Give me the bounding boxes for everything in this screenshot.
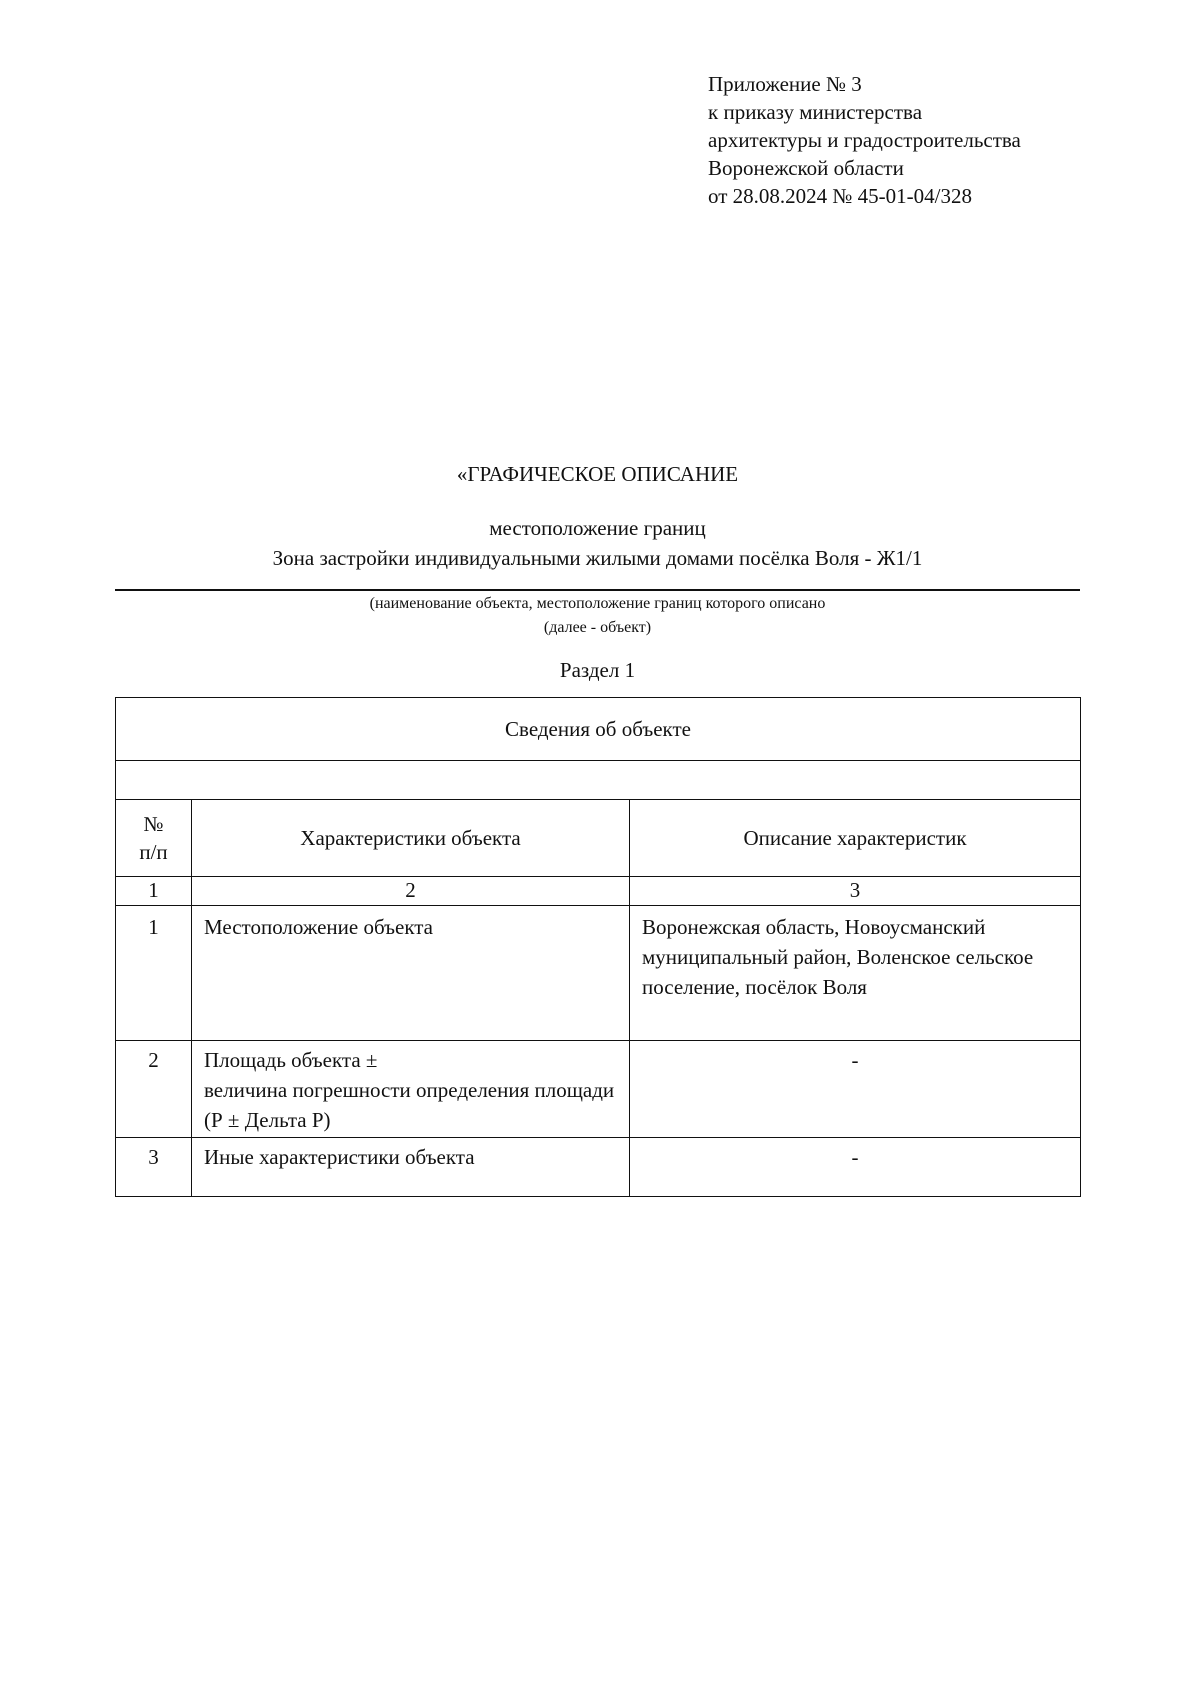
- appendix-line: Приложение № 3: [708, 72, 862, 96]
- object-info-table: [115, 697, 1081, 1197]
- table-caption: Сведения об объекте: [116, 698, 1081, 761]
- object-name: Зона застройки индивидуальными жилыми домами посёлка Воля - Ж1/1: [272, 546, 923, 570]
- section-heading: Раздел 1: [559, 658, 636, 682]
- column-header-characteristics: Характеристики объекта: [192, 800, 630, 877]
- row-characteristic: Местоположение объекта: [192, 906, 630, 1041]
- row-characteristic: [192, 1041, 630, 1138]
- table-caption-row: [116, 698, 1081, 761]
- underline-rule: [115, 589, 1080, 591]
- appendix-block: [708, 70, 1021, 210]
- row-description: -: [630, 1041, 1081, 1138]
- row-number: 1: [116, 906, 192, 1041]
- object-name-note: (наименование объекта, местоположение границ которого описано: [369, 595, 826, 612]
- row-characteristic-line: Площадь объекта ±: [204, 1048, 378, 1072]
- object-name-note-2: (далее - объект): [543, 619, 652, 636]
- column-index: 2: [192, 877, 630, 906]
- row-description: -: [630, 1138, 1081, 1197]
- column-index: 3: [630, 877, 1081, 906]
- table-index-row: [116, 877, 1081, 906]
- table-row: [116, 1041, 1081, 1138]
- row-characteristic-line: величина погрешности определения площади (Р ± Дельта Р): [204, 1078, 615, 1132]
- document-subtitle: местоположение границ: [489, 516, 706, 540]
- table-row: [116, 1138, 1081, 1197]
- row-number: 3: [116, 1138, 192, 1197]
- column-header-number: № п/п: [116, 800, 192, 877]
- row-characteristic: Иные характеристики объекта: [192, 1138, 630, 1197]
- row-description: Воронежская область, Новоусманский муниципальный район, Воленское сельское поселение, посёлок Воля: [630, 906, 1081, 1041]
- document-title: «ГРАФИЧЕСКОЕ ОПИСАНИЕ: [456, 462, 739, 486]
- empty-cell: [116, 761, 1081, 800]
- table-row: [116, 906, 1081, 1041]
- appendix-line: Воронежской области: [708, 156, 904, 180]
- column-index: 1: [116, 877, 192, 906]
- appendix-line: от 28.08.2024 № 45-01-04/328: [708, 184, 973, 208]
- row-number: 2: [116, 1041, 192, 1138]
- column-header-description: Описание характеристик: [630, 800, 1081, 877]
- appendix-line: к приказу министерства: [708, 100, 923, 124]
- appendix-line: архитектуры и градостроительства: [708, 128, 1021, 152]
- table-empty-row: [116, 761, 1081, 800]
- table-header-row: [116, 800, 1081, 877]
